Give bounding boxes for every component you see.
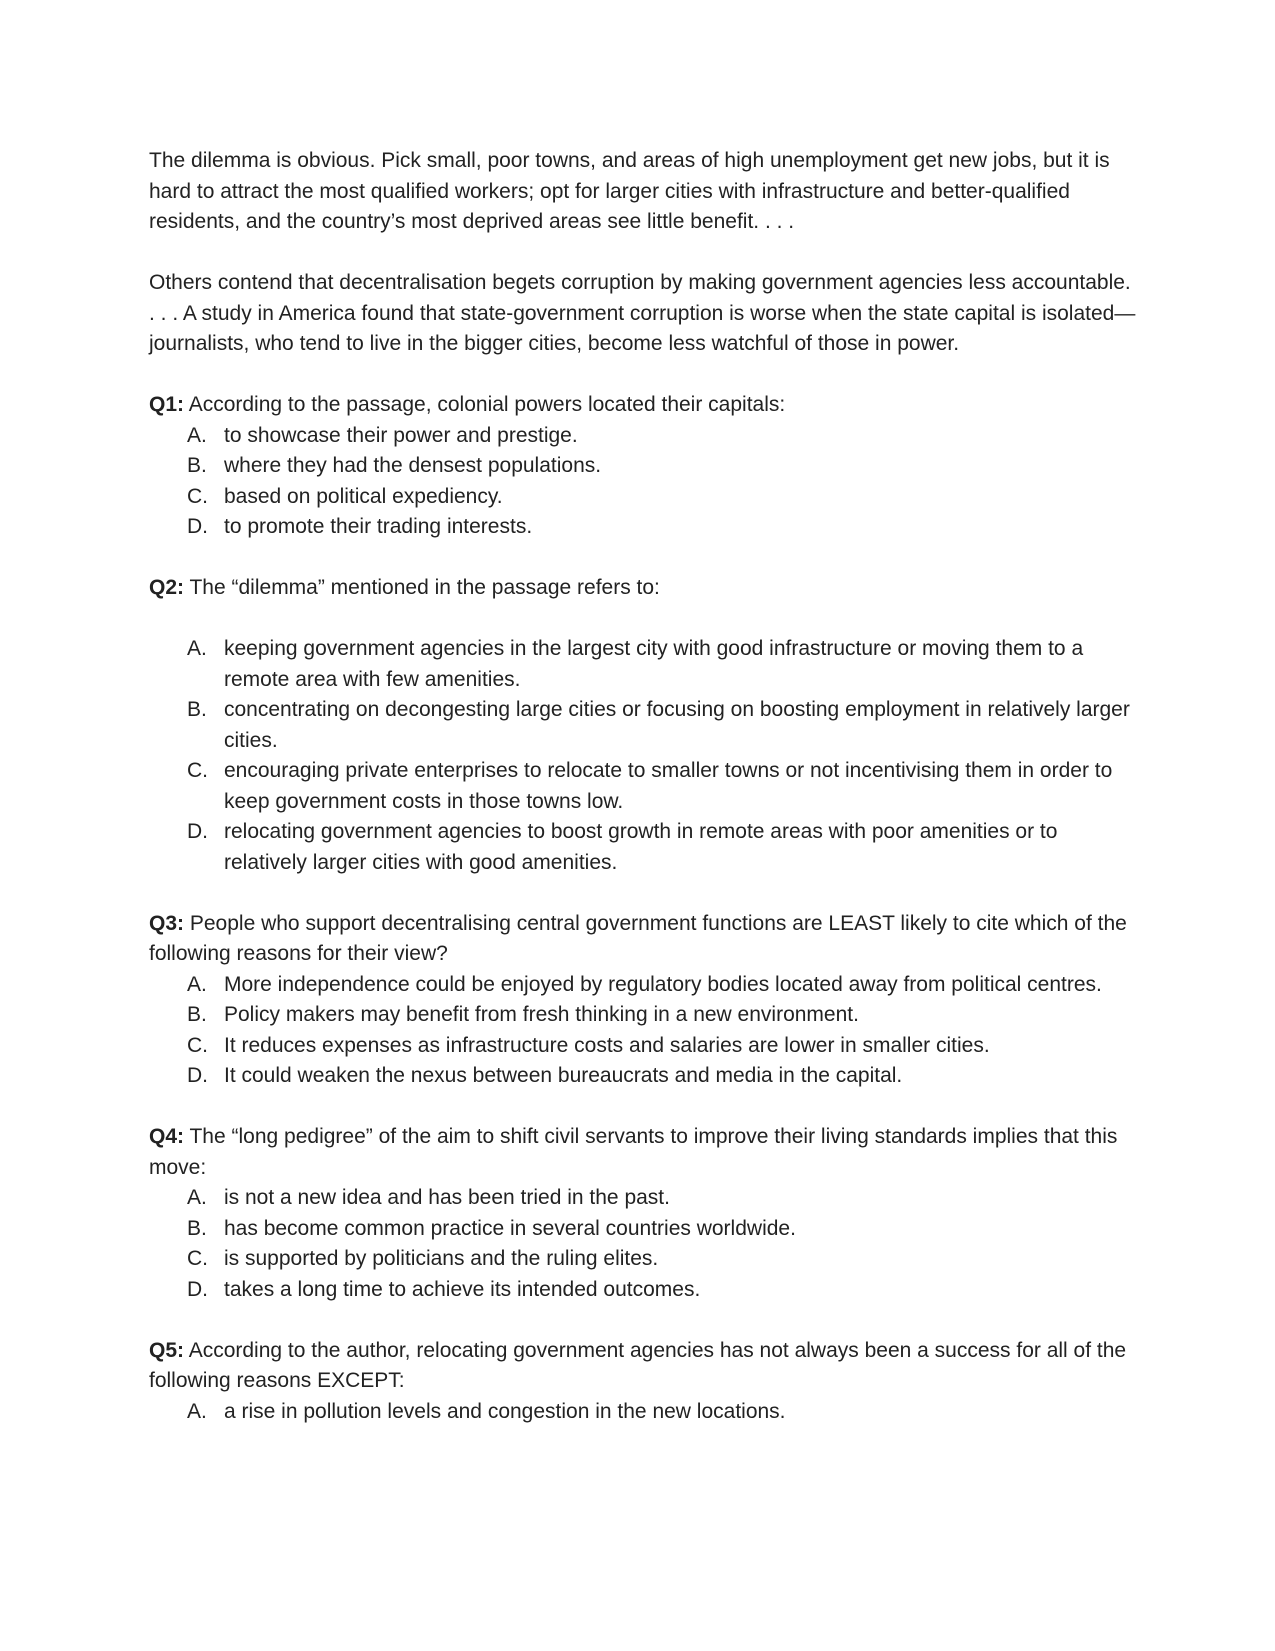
question-1 bbox=[149, 390, 1139, 543]
option-text: is not a new idea and has been tried in the past. bbox=[224, 1186, 670, 1209]
option-list bbox=[149, 970, 1139, 1092]
option-letter: D. bbox=[187, 1064, 208, 1087]
option-text: takes a long time to achieve its intended outcomes. bbox=[224, 1277, 701, 1301]
option-text: where they had the densest populations. bbox=[224, 454, 602, 477]
option-c bbox=[149, 756, 1139, 817]
option-text: based on political expediency. bbox=[224, 484, 503, 508]
option-letter: C. bbox=[187, 1033, 208, 1057]
question-3 bbox=[149, 909, 1139, 1092]
option-d bbox=[149, 512, 1139, 543]
option-b bbox=[149, 451, 1139, 482]
question-2 bbox=[149, 573, 1139, 878]
option-b bbox=[149, 1000, 1139, 1031]
option-text: More independence could be enjoyed by regulatory bodies located away from political centres. bbox=[224, 972, 1102, 996]
option-text: concentrating on decongesting large cities or focusing on boosting employment in relatively larger cities. bbox=[224, 698, 1130, 752]
option-a bbox=[149, 970, 1139, 1001]
option-text: to showcase their power and prestige. bbox=[224, 423, 578, 447]
option-letter: A. bbox=[187, 423, 207, 447]
option-c bbox=[149, 482, 1139, 513]
option-letter: D. bbox=[187, 1277, 208, 1301]
option-d bbox=[149, 1061, 1139, 1092]
option-letter: C. bbox=[187, 1247, 208, 1270]
option-a bbox=[149, 1183, 1139, 1214]
option-text: a rise in pollution levels and congestion in the new locations. bbox=[224, 1399, 786, 1423]
option-letter: D. bbox=[187, 820, 208, 843]
option-d bbox=[149, 1275, 1139, 1306]
option-c bbox=[149, 1031, 1139, 1062]
question-label: Q2: bbox=[149, 576, 185, 599]
passage-paragraph-1: The dilemma is obvious. Pick small, poor towns, and areas of high unemployment get new jobs, but it is hard to attract the most qualified workers; opt for larger cities with infrastructure and better-qualified residents, and the country’s most deprived areas see little benefit. . . . bbox=[149, 149, 1110, 233]
question-stem bbox=[149, 390, 1139, 421]
option-list bbox=[149, 1183, 1139, 1305]
option-d bbox=[149, 817, 1139, 878]
option-b bbox=[149, 695, 1139, 756]
option-text: Policy makers may benefit from fresh thinking in a new environment. bbox=[224, 1003, 859, 1026]
option-text: to promote their trading interests. bbox=[224, 515, 533, 538]
option-letter: A. bbox=[187, 1399, 207, 1423]
option-c bbox=[149, 1244, 1139, 1275]
option-a bbox=[149, 1397, 1139, 1428]
option-text: keeping government agencies in the largest city with good infrastructure or moving them to a remote area with few amenities. bbox=[224, 637, 1084, 691]
option-b bbox=[149, 1214, 1139, 1245]
question-5 bbox=[149, 1336, 1139, 1428]
option-a bbox=[149, 634, 1139, 695]
option-letter: B. bbox=[187, 1216, 207, 1240]
passage-paragraph-2: Others contend that decentralisation begets corruption by making government agencies less accountable. . . . A study in America found that state-government corruption is worse when the state capital is isolated—journalists, who tend to live in the bigger cities, become less watchful of those in power. bbox=[149, 271, 1136, 355]
option-letter: C. bbox=[187, 759, 208, 782]
question-text: According to the passage, colonial powers located their capitals: bbox=[188, 393, 786, 416]
question-stem bbox=[149, 1122, 1139, 1183]
option-letter: B. bbox=[187, 1003, 207, 1026]
option-text: encouraging private enterprises to relocate to smaller towns or not incentivising them in order to keep government costs in those towns low. bbox=[224, 759, 1113, 813]
question-4 bbox=[149, 1122, 1139, 1305]
option-letter: A. bbox=[187, 637, 207, 660]
question-label: Q1: bbox=[149, 393, 185, 416]
option-letter: C. bbox=[187, 484, 208, 508]
question-label: Q4: bbox=[149, 1125, 185, 1148]
question-text: The “long pedigree” of the aim to shift civil servants to improve their living standards implies that this move: bbox=[149, 1125, 1118, 1179]
option-text: It could weaken the nexus between bureaucrats and media in the capital. bbox=[224, 1064, 903, 1087]
option-letter: B. bbox=[187, 454, 207, 477]
question-label: Q3: bbox=[149, 911, 185, 935]
option-list bbox=[149, 421, 1139, 543]
option-letter: D. bbox=[187, 515, 208, 538]
option-letter: A. bbox=[187, 1186, 207, 1209]
option-text: relocating government agencies to boost growth in remote areas with poor amenities or to relatively larger cities with good amenities. bbox=[224, 820, 1058, 874]
blank-line bbox=[149, 604, 1139, 635]
option-text: It reduces expenses as infrastructure costs and salaries are lower in smaller cities. bbox=[224, 1033, 990, 1057]
question-stem bbox=[149, 573, 1139, 604]
document-page bbox=[149, 146, 1139, 1458]
option-list bbox=[149, 634, 1139, 878]
question-label: Q5: bbox=[149, 1338, 185, 1362]
option-a bbox=[149, 421, 1139, 452]
question-text: The “dilemma” mentioned in the passage refers to: bbox=[189, 576, 660, 599]
option-list bbox=[149, 1397, 1139, 1428]
question-stem bbox=[149, 909, 1139, 970]
option-text: has become common practice in several countries worldwide. bbox=[224, 1216, 796, 1240]
question-text: According to the author, relocating government agencies has not always been a success for all of the following reasons EXCEPT: bbox=[149, 1338, 1127, 1392]
option-text: is supported by politicians and the ruling elites. bbox=[224, 1247, 659, 1270]
question-text: People who support decentralising central government functions are LEAST likely to cite which of the following reasons for their view? bbox=[149, 911, 1127, 965]
question-stem bbox=[149, 1336, 1139, 1397]
option-letter: B. bbox=[187, 698, 207, 721]
option-letter: A. bbox=[187, 972, 207, 996]
